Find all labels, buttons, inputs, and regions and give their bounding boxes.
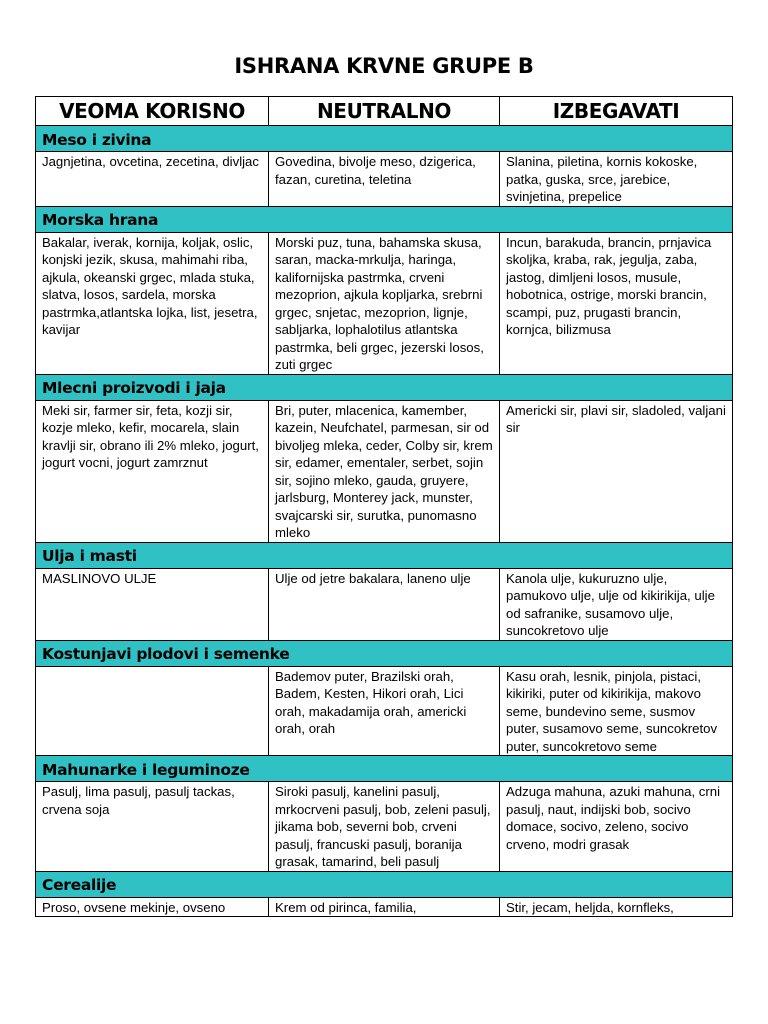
cell-neutral: Govedina, bivolje meso, dzigerica, fazan, curetina, teletina — [269, 152, 500, 207]
cell-avoid: Slanina, piletina, kornis kokoske, patka, guska, srce, jarebice, svinjetina, prepelice — [500, 152, 733, 207]
category-row — [36, 374, 733, 400]
cell-very-useful — [36, 666, 269, 756]
category-row — [36, 542, 733, 568]
table-row — [36, 666, 733, 756]
cell-neutral: Bademov puter, Brazilski orah, Badem, Kesten, Hikori orah, Lici orah, makadamija orah, americki orah, orah — [269, 666, 500, 756]
cell-very-useful: Jagnjetina, ovcetina, zecetina, divljac — [36, 152, 269, 207]
category-row — [36, 871, 733, 897]
diet-table — [35, 96, 733, 917]
page-title: ISHRANA KRVNE GRUPE B — [234, 54, 534, 78]
table-row — [36, 568, 733, 640]
cell-avoid: Kasu orah, lesnik, pinjola, pistaci, kikiriki, puter od kikirikija, makovo seme, bundevino seme, susmov puter, susamovo seme, suncokretov puter, suncokretovo seme — [500, 666, 733, 756]
cell-very-useful: MASLINOVO ULJE — [36, 568, 269, 640]
header-row — [36, 97, 733, 126]
cell-neutral: Siroki pasulj, kanelini pasulj, mrkocrveni pasulj, bob, zeleni pasulj, jikama bob, severni bob, crveni pasulj, francuski pasulj, boranija grasak, tamarind, beli pasulj — [269, 782, 500, 872]
table-row — [36, 232, 733, 374]
category-heading: Mlecni proizvodi i jaja — [36, 374, 733, 400]
cell-avoid: Kanola ulje, kukuruzno ulje, pamukovo ulje, ulje od kikirikija, ulje od safranike, susamovo ulje, suncokretovo ulje — [500, 568, 733, 640]
column-header-neutral: NEUTRALNO — [269, 97, 500, 126]
cell-avoid: Incun, barakuda, brancin, prnjavica skoljka, kraba, rak, jegulja, zaba, jastog, dimljeni losos, musule, hobotnica, ostrige, morski brancin, scampi, puz, prugasti brancin, kornjca, bilizmusa — [500, 232, 733, 374]
cell-neutral: Bri, puter, mlacenica, kamember, kazein, Neufchatel, parmesan, sir od bivoljeg mleka, ceder, Colby sir, krem sir, edamer, ementaler, serbet, sojin sir, sojino mleko, gauda, gruyere, jarlsburg, Monterey jack, munster, svajcarski sir, surutka, punomasno mleko — [269, 400, 500, 542]
category-heading: Meso i zivina — [36, 126, 733, 152]
cell-avoid: Adzuga mahuna, azuki mahuna, crni pasulj, naut, indijski bob, socivo domace, socivo, zeleno, socivo crveno, modri grasak — [500, 782, 733, 872]
table-row — [36, 400, 733, 542]
table-row — [36, 782, 733, 872]
table-row — [36, 897, 733, 917]
cell-very-useful: Proso, ovsene mekinje, ovseno — [36, 897, 269, 917]
category-heading: Kostunjavi plodovi i semenke — [36, 640, 733, 666]
category-heading: Cerealije — [36, 871, 733, 897]
cell-avoid: Stir, jecam, heljda, kornfleks, — [500, 897, 733, 917]
category-row — [36, 126, 733, 152]
category-row — [36, 640, 733, 666]
cell-neutral: Morski puz, tuna, bahamska skusa, saran, macka-mrkulja, haringa, kalifornijska pastrmka, crveni mezoprion, ajkula kopljarka, srebrni grgec, snjetac, mezoprion, lignje, sabljarka, lophalotilus atlantska pastrmka, beli grgec, jezerski losos, zuti grgec — [269, 232, 500, 374]
category-row — [36, 756, 733, 782]
cell-avoid: Americki sir, plavi sir, sladoled, valjani sir — [500, 400, 733, 542]
cell-neutral: Krem od pirinca, familia, — [269, 897, 500, 917]
cell-neutral: Ulje od jetre bakalara, laneno ulje — [269, 568, 500, 640]
table-row — [36, 152, 733, 207]
cell-very-useful: Pasulj, lima pasulj, pasulj tackas, crvena soja — [36, 782, 269, 872]
cell-very-useful: Bakalar, iverak, kornija, koljak, oslic, konjski jezik, skusa, mahimahi riba, ajkula, okeanski grgec, mlada stuka, slatva, losos, sardela, morska pastrmka,atlantska lojka, list, jesetra, kavijar — [36, 232, 269, 374]
category-heading: Ulja i masti — [36, 542, 733, 568]
column-header-very-useful: VEOMA KORISNO — [36, 97, 269, 126]
column-header-avoid: IZBEGAVATI — [500, 97, 733, 126]
category-heading: Mahunarke i leguminoze — [36, 756, 733, 782]
category-heading: Morska hrana — [36, 206, 733, 232]
category-row — [36, 206, 733, 232]
cell-very-useful: Meki sir, farmer sir, feta, kozji sir, kozje mleko, kefir, mocarela, slain kravlji sir, obrano ili 2% mleko, jogurt, jogurt vocni, jogurt zamrznut — [36, 400, 269, 542]
